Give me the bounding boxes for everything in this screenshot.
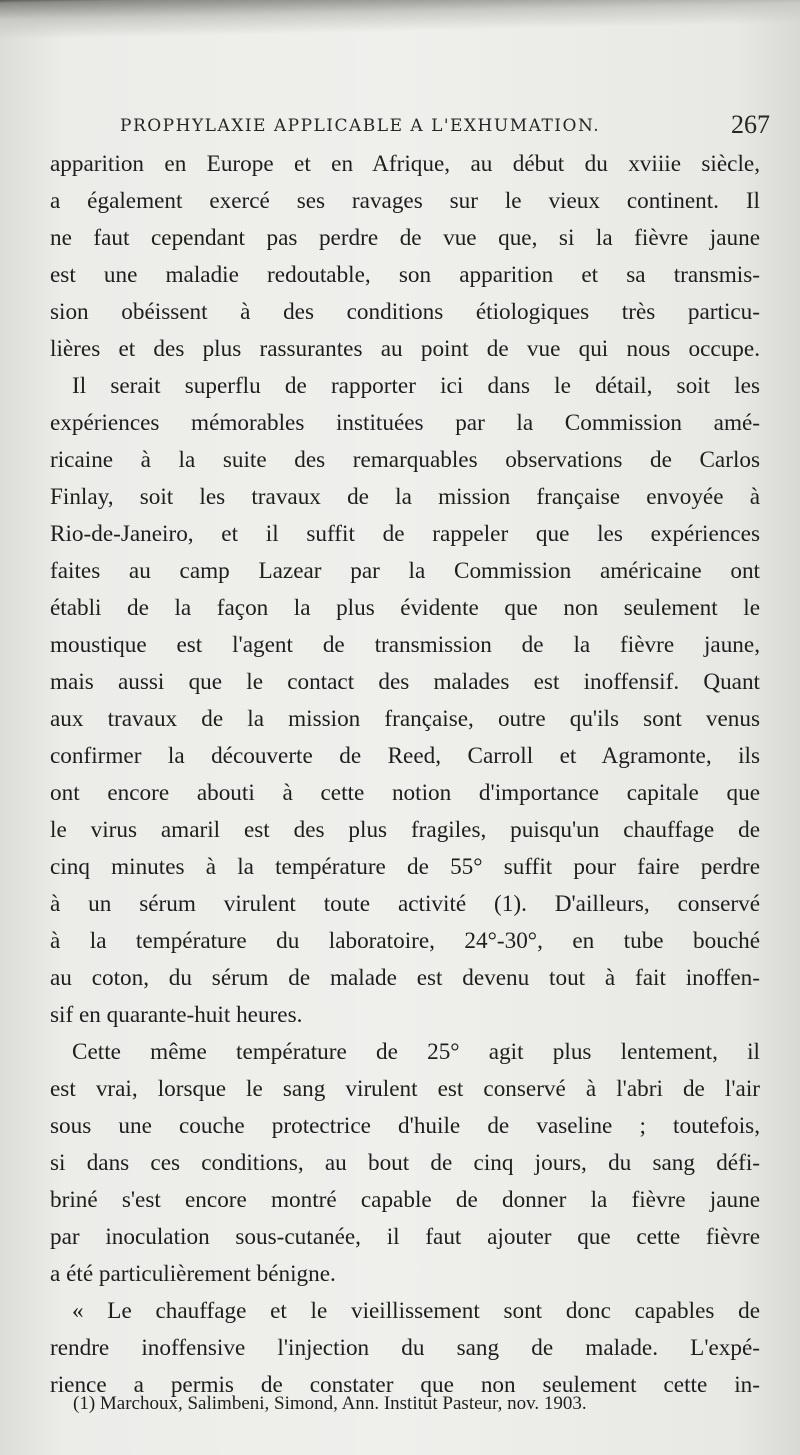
page-edge-shadow xyxy=(0,0,800,40)
text-line: sif en quarante-huit heures. xyxy=(50,1002,303,1028)
text-line: aux travaux de la mission française, outre qu'ils sont venus xyxy=(50,706,760,732)
text-line: rience a permis de constater que non seulement cette in- xyxy=(50,1372,760,1398)
text-line: « Le chauffage et le vieillissement sont donc capables de xyxy=(72,1298,760,1324)
text-line: au coton, du sérum de malade est devenu tout à fait inoffen- xyxy=(50,965,760,991)
text-line: sous une couche protectrice d'huile de vaseline ; toutefois, xyxy=(50,1113,760,1139)
text-line: le virus amaril est des plus fragiles, puisqu'un chauffage de xyxy=(50,817,760,843)
text-line: Il serait superflu de rapporter ici dans le détail, soit les xyxy=(72,373,760,399)
text-line: Rio-de-Janeiro, et il suffit de rappeler que les expériences xyxy=(50,521,760,547)
text-line: ricaine à la suite des remarquables observations de Carlos xyxy=(50,447,760,473)
text-line: par inoculation sous-cutanée, il faut ajouter que cette fièvre xyxy=(50,1224,760,1250)
text-line: lières et des plus rassurantes au point de vue qui nous occupe. xyxy=(50,336,760,362)
text-line: ont encore abouti à cette notion d'importance capitale que xyxy=(50,780,760,806)
text-line: faites au camp Lazear par la Commission américaine ont xyxy=(50,558,760,584)
text-line: mais aussi que le contact des malades est inoffensif. Quant xyxy=(50,669,760,695)
text-line: expériences mémorables instituées par la Commission amé- xyxy=(50,410,760,436)
text-line: sion obéissent à des conditions étiologiques très particu- xyxy=(50,299,760,325)
text-line: est une maladie redoutable, son apparition et sa transmis- xyxy=(50,262,760,288)
text-line: est vrai, lorsque le sang virulent est conservé à l'abri de l'air xyxy=(50,1076,760,1102)
body-text xyxy=(50,146,760,1404)
text-line: Cette même température de 25° agit plus lentement, il xyxy=(72,1039,760,1065)
text-line: établi de la façon la plus évidente que non seulement le xyxy=(50,595,760,621)
page-number: 267 xyxy=(731,110,770,139)
text-line: cinq minutes à la température de 55° suffit pour faire perdre xyxy=(50,854,760,880)
text-line: confirmer la découverte de Reed, Carroll et Agramonte, ils xyxy=(50,743,760,769)
text-line: moustique est l'agent de transmission de la fièvre jaune, xyxy=(50,632,760,658)
text-line: ne faut cependant pas perdre de vue que, si la fièvre jaune xyxy=(50,225,760,251)
text-line: Finlay, soit les travaux de la mission française envoyée à xyxy=(50,484,760,510)
page-header xyxy=(120,110,770,140)
text-line: a été particulièrement bénigne. xyxy=(50,1261,336,1287)
text-line: si dans ces conditions, au bout de cinq jours, du sang défi- xyxy=(50,1150,760,1176)
text-line: à un sérum virulent toute activité (1). D'ailleurs, conservé xyxy=(50,891,760,917)
text-line: à la température du laboratoire, 24°-30°, en tube bouché xyxy=(50,928,760,954)
text-line: rendre inoffensive l'injection du sang de malade. L'expé- xyxy=(50,1335,760,1361)
text-line: a également exercé ses ravages sur le vieux continent. Il xyxy=(50,188,760,214)
running-head: PROPHYLAXIE APPLICABLE A L'EXHUMATION. xyxy=(120,116,601,136)
text-line: apparition en Europe et en Afrique, au début du xviiie siècle, xyxy=(50,151,760,177)
footnote: (1) Marchoux, Salimbeni, Simond, Ann. Institut Pasteur, nov. 1903. xyxy=(73,1393,587,1414)
text-line: briné s'est encore montré capable de donner la fièvre jaune xyxy=(50,1187,760,1213)
